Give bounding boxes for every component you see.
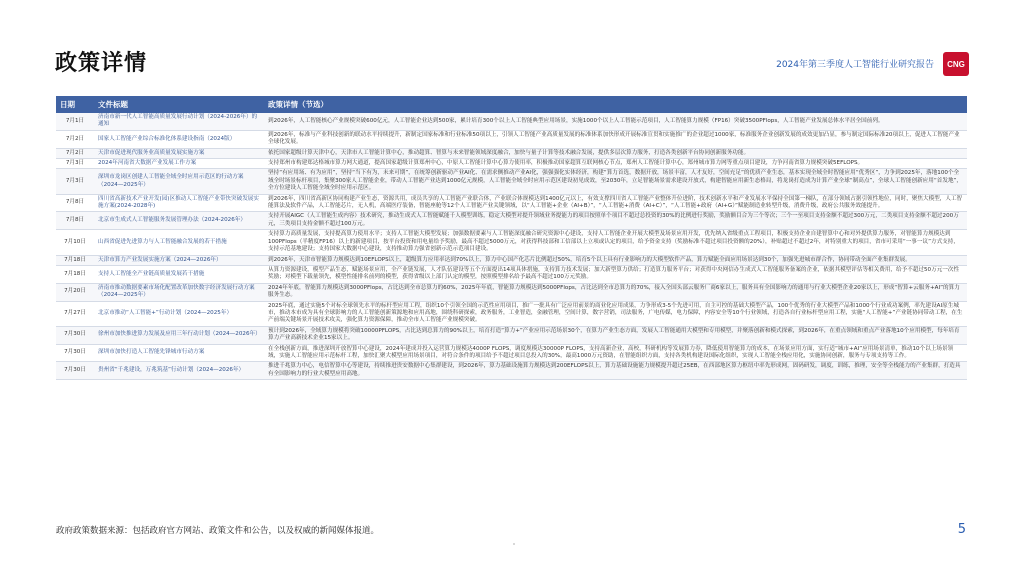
row-title: 北京市生成式人工智能服务发展管理办法（2024-2026年） — [94, 212, 264, 230]
row-title: 北京市推动“人工智能+”行动计划（2024—2025年） — [94, 301, 264, 326]
row-title: 支持人工智能全产业链高质量发展若干措施 — [94, 265, 264, 283]
row-detail: 支持郑州市构建郑达格城市算力网大通道，提高国家超级计算郑州中心，中原人工智能计算中心算力使用率，积极推动国家超算互联网核心节点，郑州人工智能计算中心，郑州城市算力网等重点项目建设，力争河南省算力规模突破5EFLOPS。 — [264, 159, 967, 169]
row-date: 7月27日 — [56, 301, 94, 326]
row-title: 贵州省“千兆建设，万兆筑基”行动计划（2024—2026年） — [94, 362, 264, 380]
row-date: 7月20日 — [56, 283, 94, 301]
row-title: 2024年河南省大数据产业发展工作方案 — [94, 159, 264, 169]
row-title: 济南市新一代人工智能高质量发展行动计划（2024-2026年）的通知 — [94, 113, 264, 130]
column-header-detail: 政策详情（节选） — [264, 96, 967, 113]
row-title: 天津市促进现代服务业高质量发展实施方案 — [94, 148, 264, 158]
row-detail: 坚持“有应用场、有为应用”，坚持“当下有为，未来可期”，在统筹创新驱动产业AI化、在需求侧推动产业AI化，强强强化实体经济，构建“算力首选，数据开放，场景丰富，人才友好，空间充足”的优质产业生态，基本实现全域全时智能应用“优秀区”，力争到2025年，落地100个全域全时场景标杆项目，集聚300家人工智能企业，带动人工智能产业达到1000亿元规模，人工智能全域全时应用示范区建设初见成效，至2030年，立足智能场景需求建设开放式，构建智能应用新生态格局，将龙岗打造成为计算产业全球“制高点”，全球人工智能创新应用“首发地”，全方位建设人工智能全域全时应用示范区。 — [264, 169, 967, 194]
table-row — [56, 169, 967, 194]
row-title: 深圳市加快打造人工智能先锋城市行动方案 — [94, 344, 264, 362]
row-date: 7月30日 — [56, 326, 94, 344]
table-row — [56, 255, 967, 265]
table-row — [56, 326, 967, 344]
row-date: 7月30日 — [56, 344, 94, 362]
table-row — [56, 130, 967, 148]
row-detail: 从算力资源建设，模型产品生态，赋能场景应用，全产业链发展，人才队伍建设等五个方面提出14项具体措施，支持算力技术发展；加大新型算力供给；打造算力服务平台；对获得中央网信办生成式人工智能服务备案的企业，依据其模型评估等相关费用，给予不超过50万元一次性奖励；对模型下载量领先，模型性能排名前列的模型，获得省级以上部门认定的模型，按照模型排名给予最高不超过100万元奖励。 — [264, 265, 967, 283]
row-detail: 支持算力高质量发展，支持提高算力使用水平；支持人工智能大模型发展；加强数据要素与人工智能深度融合研究资源中心建设，支持人工智能企业开展大模型及场景应用开发，优先纳入省级重点工程项目，积极支持企业自建智算中心和对外提供算力服务，对智能算力规模达到100PFlops（半精度FP16）以上的新建项目，按平台投资和用电量给予奖励，最高不超过5000万元，对获得科技部和工信部以上立项或认定的项目，给予资金支持（奖励标准不超过项目投资额的20%），补贴超过不超过2年，对特别重大的项目，省市可采用“一事一议”方式支持，支持示范基地建设；支持国家大数据中心建设，支持推动算力强省创新示范示范项目建设。 — [264, 230, 967, 255]
row-detail: 到2026年，标准与产业科技创新的联动水平持续提升，新制定国家标准和行业标准50项以上，引领人工智能产业高质量发展的标准体系加快形成开展标准宣贯和实施推广的企业超过1000家，标准服务企业创新发展的成效更加凸显，参与制定国际标准20项以上，促进人工智能产业全球化发展。 — [264, 130, 967, 148]
table-header-row — [56, 96, 967, 113]
row-detail: 到2026年，四川省高新区协同构建产业生态，资源共用，成员共享的人工智能产业联合体，产业联合体规模达到1400亿元以上，有效支撑四川省人工智能产业整体升位进阶，技术创新水平和产业发展水平保持全国第一梯队，在部分领域占据引领性地位，同时，聚焦大模型，人工智能算法及软件产品，人工智能芯片，无人机，高端医疗装备，智能座舱等12个人工智能产业关键领域，以“人工智能+企业（AI+B）”，“人工智能+消费（AI+C）”，“人工智能+政府（AI+G）”赋能制造业转型升级，消费升级，政府公共服务效能提升。 — [264, 194, 967, 212]
table-row — [56, 148, 967, 158]
row-detail: 到2026年，人工智能核心产业规模突破600亿元，人工智能企业达到500家，累计培育300个以上人工智能典型应用场景，实施1000个以上人工智能示范项目，人工智能算力规模（FP16）突破3500PFlops，人工智能产业发展总体水平居全国前列。 — [264, 113, 967, 130]
page-title: 政策详情 — [55, 51, 148, 76]
row-detail: 到2026年，天津市智能算力规模达到10EFLOPS以上，超级算力应用率达到70%以上，算力中心国产化芯片比例超过50%，培育5个以上具有行业影响力的大模型软件产品，算力赋能全面应用场景达到30个，加强先进城市群合作，协同带动全面产业集群发展。 — [264, 255, 967, 265]
row-title: 国家人工智能产业综合标准化体系建设指南（2024版） — [94, 130, 264, 148]
row-date: 7月3日 — [56, 169, 94, 194]
row-title: 四川省高新技术产业开发(园)区推动人工智能产业带快突破发展实施方案(2024-2028年) — [94, 194, 264, 212]
row-title: 天津市算力产业发展实施方案（2024—2026年） — [94, 255, 264, 265]
row-date: 7月2日 — [56, 148, 94, 158]
row-date: 7月30日 — [56, 362, 94, 380]
row-title: 济南市推动数据要素市场化配置改革加快数字经济发展行动方案（2024—2025年） — [94, 283, 264, 301]
table-row — [56, 212, 967, 230]
column-header-title: 文件标题 — [94, 96, 264, 113]
column-header-date: 日期 — [56, 96, 94, 113]
table-row — [56, 283, 967, 301]
row-detail: 推进千兆算力中心，电信智算中心等建设，持续推进贵安数据中心集群建设，到2026年，算力基础设施算力规模达到200EFLOPS以上，算力基础设施能力规模提升超过25EB，在西部地区算力枢纽中率先形成网，固码研发，调度，训练，推理，安全等全栈能力的产业集群，打造具有全国影响力的行业大模型应用高地。 — [264, 362, 967, 380]
source-note: 政府政策数据来源：包括政府官方网站、政策文件和公告，以及权威的新闻媒体报道。 — [56, 526, 380, 536]
table-row — [56, 301, 967, 326]
table-body — [56, 113, 967, 380]
row-detail: 支持开展AIGC（人工智能生成内容）技术研究，推动生成式人工智能赋能千人模型训练，稳定大模型对提升领域业务提能力的项目按照单个项目不超过总投资的30%的比例进行奖励，奖励额目合为三个等次；三个一至项目支持金额不超过300万元，二类项目支持金额不超过200万元，三类项目支持金额不超过100万元。 — [264, 212, 967, 230]
row-date: 7月18日 — [56, 255, 94, 265]
table-row — [56, 159, 967, 169]
row-detail: 2025年底，通过实施5个对标全球领先水平的标杆型应用工程，组织10个引领全国的示范性应用项目，推广一批具有广泛应用前景的商业化应用成果，力争形成3-5个先进可用，自主可控的基础大模型产品，100个优秀的行业大模型产品和1000个行业成功案例，率先建设AI原生城市，推动本市成为具有全球影响力的人工智能创新策源地和应用高地，围绕科研探索，政务服务，工业智造，金融管理，空间计算，数字营销，司法服务，广电传媒，电力保障，内容安全等10个行业领域，打造各自行业标杆型应用工程，实施“人工智能+”产业链协同带动工程，在生产前端关键场景开展技术攻关，强化算力资源保障，推动全市人工智能产业规模突破。 — [264, 301, 967, 326]
row-detail: 2024年年底，智能算力规模达到3000PFlops，占比达到全市总算力的60%，2025年年底，智能算力规模达到5000PFlops，占比达到全市总算力的70%，接入全国头部云服务厂商6家以上，服务具有全国影响力的通用与行业大模型企业20家以上，形成“智算+云服务+AI”的算力服务生态。 — [264, 283, 967, 301]
brand-logo: CNG — [943, 52, 969, 76]
policy-table-container — [56, 96, 967, 380]
row-title: 深圳市龙岗区创建人工智能全域全时应用示范区的行动方案（2024—2025年） — [94, 169, 264, 194]
row-date: 7月8日 — [56, 212, 94, 230]
row-date: 7月3日 — [56, 159, 94, 169]
row-date: 7月18日 — [56, 265, 94, 283]
table-row — [56, 265, 967, 283]
row-detail: 预计到2026年，全域算力规模将突破10000PFLOPS，占比达到总算力的90%以上，培育打造“算力+”产业应用示范场景30个，在算力产业生态方面，发展人工智能通用大模型和专用模型，并聚落创新和模式探索，到2026年，在重点领域和重点产业落地10个应用模型，每年培育算力产业高新技术企业15家以上。 — [264, 326, 967, 344]
policy-table — [56, 96, 967, 380]
table-row — [56, 113, 967, 130]
row-date: 7月1日 — [56, 113, 94, 130]
row-date: 7月8日 — [56, 194, 94, 212]
row-date: 7月2日 — [56, 130, 94, 148]
page-number: 5 — [957, 522, 966, 537]
table-row — [56, 362, 967, 380]
row-date: 7月10日 — [56, 230, 94, 255]
row-title: 山西省促进先进算力与人工智能融合发展的若干措施 — [94, 230, 264, 255]
row-detail: 在全栈创新方面，推进深圳开放智算中心建设，2024年建成并投入运营算力规模达4000P FLOPS，调度规模达30000P FLOPS，支持高新企业，高校，科研机构等发展算力券，降低使用智能算力的成本，在场景应用方面，实行适“城市+AI”应用场景清单，推动10个以上场景领域，实施人工智能应用示范标杆工程，加快汇聚大模型应用场景项目，对符合条件的项目给予不超过项目总投入的30%，最高1000万元资助，在智能组织方面，支持各类机构建设国际化组织，实现人工智能全栈应用化，实施协同创新，服务与专项支持等工作。 — [264, 344, 967, 362]
table-row — [56, 230, 967, 255]
row-detail: 依托国家超级计算天津中心，天津市人工智能计算中心，推动超算、智算与未来智能领域深度融合，加快与量子计算等技术融合发展，提供多层次算力服务，打造各类创新平台协同创新服务功能。 — [264, 148, 967, 158]
table-row — [56, 194, 967, 212]
report-name: 2024年第三季度人工智能行业研究报告 — [776, 60, 934, 70]
row-title: 徐州市加快推进算力发展及应用三年行动计划（2024—2026年） — [94, 326, 264, 344]
table-row — [56, 344, 967, 362]
decorative-dot — [513, 543, 515, 545]
